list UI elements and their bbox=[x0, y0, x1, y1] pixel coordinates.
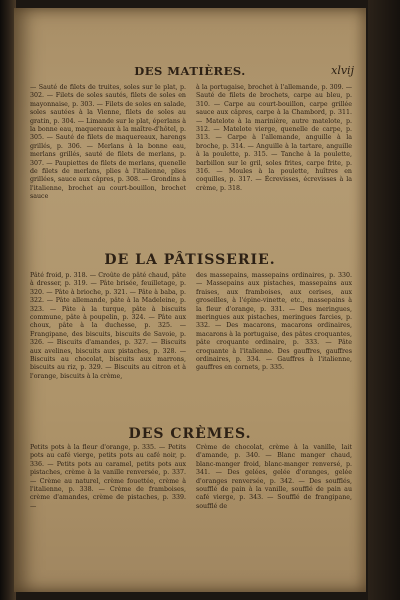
running-head-title: DES MATIÈRES. bbox=[134, 64, 246, 78]
heading-cremes: DES CRÈMES. bbox=[128, 426, 252, 442]
cremes-right-column: Crème de chocolat, crème à la vanille, lait d'amande, p. 340. — Blanc manger chaud, blanc-manger froid, blanc-manger renversé, p. 341. — Des gelées, gelée d'oranges, gelée d'oranges renversée, p. 342. — Des soufflés, soufflé de pain à la vanille, soufflé de pain au café vierge, p. 343. — Soufflé de frangipane, soufflé de bbox=[196, 444, 352, 510]
section-patisserie bbox=[30, 272, 352, 381]
book-page-edge bbox=[368, 0, 400, 600]
patisserie-right-column: des massepains, massepains ordinaires, p. 330. — Massepains aux pistaches, massepains aux fraises, aux framboises, aux cerises, aux groseilles, à l'épine-vinette, etc., massepains à la fleur d'orange, p. 331. — Des meringues, meringues aux pistaches, meringues farcies, p. 332. — Des macarons, macarons ordinaires, macarons à la portugaise, des pâtes croquantes, pâte croquante ordinaire, p. 333. — Pâte croquante à l'italienne. Des gauffres, gauffres ordinaires, p. 334. — Gauffres à l'italienne, gauffres en cornets, p. 335. bbox=[196, 272, 352, 372]
heading-patisserie: DE LA PÂTISSERIE. bbox=[104, 252, 276, 268]
page-number: xlvij bbox=[331, 64, 354, 77]
fish-entries-right-column: à la portugaise, brochet à l'allemande, p. 309. — Sauté de filets de brochets, carpe au bleu, p. 310. — Carpe au court-bouillon, carpe grillée sauce aux câpres, carpe à la Chambord, p. 311. — Matelote à la marinière, autre matelote, p. 312. — Matelote vierge, quenelle de carpe, p. 313. — Carpe à l'allemande, anguille à la broche, p. 314. — Anguille à la tartare, anguille à la poulette, p. 315. — Tanche à la poulette, barbillon sur le gril, soles frites, carpe frite, p. 316. — Moules à la poulette, huîtres en coquilles, p. 317. — Écrevisses, écrevisses à la crème, p. 318. bbox=[196, 84, 352, 192]
section-fish-entries bbox=[30, 84, 352, 202]
patisserie-left-column: Pâté froid, p. 318. — Croûte de pâté chaud, pâte à dresser, p. 319. — Pâte brisée, feuilletage, p. 320. — Pâte à brioche, p. 321. — Pâte à baba, p. 322. — Pâte allemande, pâte à la Madeleine, p. 323. — Pâte à la turque, pâte à biscuits commune, pâte à poupelin, p. 324. — Pâte aux choux, pâte à la duchesse, p. 325. — Frangipane, des biscuits, biscuits de Savoie, p. 326. — Biscuits d'amandes, p. 327. — Biscuits aux avelines, biscuits aux pistaches, p. 328. — Biscuits au chocolat, biscuits aux marrons, biscuits au riz, p. 329. — Biscuits au citron et à l'orange, biscuits à la crème, bbox=[30, 272, 186, 380]
fish-entries-left-column: — Sauté de filets de truites, soles sur le plat, p. 302. — Filets de soles sautés, filets de soles en mayonnaise, p. 303. — Filets de soles en salade, soles sautées à la Vienne, filets de soles au gratin, p. 304. — Limande sur le plat, éperlans à la bonne eau, maquereaux à la maître-d'hôtel, p. 305. — Sauté de filets de maquereaux, harengs grillés, p. 306. — Merlans à la bonne eau, merlans grillés, sauté de filets de merlans, p. 307. — Paupiettes de filets de merlans, quenelle de filets de merlans, plies à l'italienne, plies grillées, sauce aux câpres, p. 308. — Grondins à l'italienne, brochet au court-bouillon, brochet sauce bbox=[30, 84, 186, 201]
section-cremes bbox=[30, 444, 352, 511]
book-page bbox=[14, 8, 366, 592]
cremes-left-column: Petits pots à la fleur d'orange, p. 335. — Petits pots au café vierge, petits pots au café noir, p. 336. — Petits pots au caramel, petits pots aux pistaches, crème à la vanille renversée, p. 337. — Crème au naturel, crème fouettée, crème à l'italienne, p. 338. — Crème de framboises, crème d'amandes, crème de pistaches, p. 339. — bbox=[30, 444, 186, 510]
running-head bbox=[14, 64, 366, 80]
